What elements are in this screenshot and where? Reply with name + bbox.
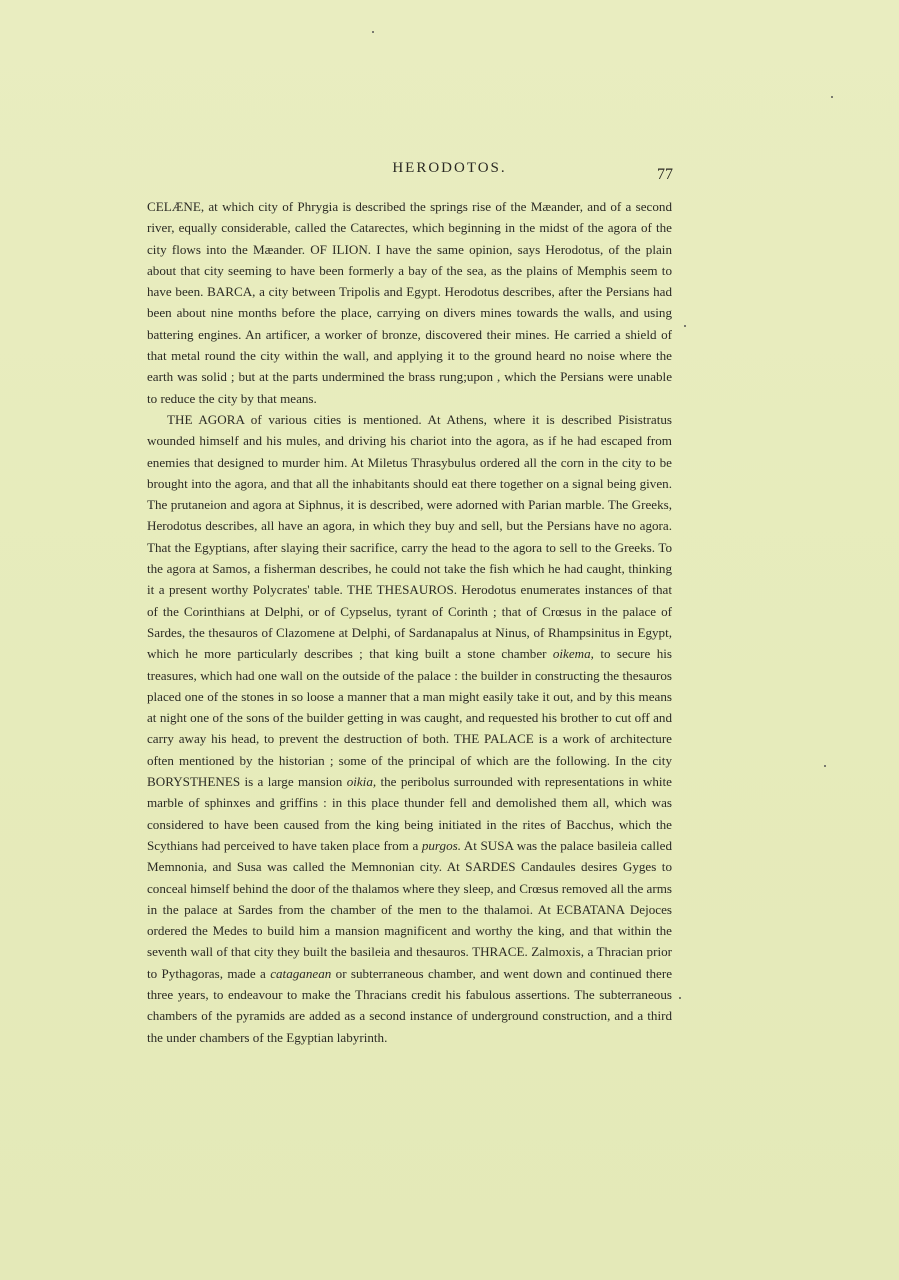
paper-speck	[684, 325, 686, 327]
italic-term: cataganean	[270, 965, 332, 981]
italic-term: oikema,	[552, 646, 594, 662]
italic-term: purgos.	[421, 837, 461, 853]
running-head: HERODOTOS.	[392, 160, 507, 176]
page-number: 77	[657, 166, 673, 183]
paragraph	[147, 196, 672, 409]
text-run: the peribolus surrounded with representations in white marble of sphinxes and griffins : in this place thunder fell and demolished them all, which was considered to have been caused from the king being initiated in the rites of Bacchus, which the Scythians had perceived to have taken place from a	[147, 774, 672, 853]
text-run: to secure his treasures, which had one wall on the outside of the palace : the builder in constructing the thesauros placed one of the stones in so loose a manner that a man might easily take it out, and by this means at night one of the sons of the builder getting in was caught, and requested his brother to cut off and carry away his head, to prevent the destruction of both. THE PALACE is a work of architecture often mentioned by the historian ; some of the principal of which are the following. In the city BORYSTHENES is a large mansion	[147, 646, 672, 790]
paper-speck	[372, 31, 374, 33]
text-run: At SUSA was the palace basileia called Memnonia, and Susa was called the Memnonian city. At SARDES Candaules desires Gyges to conceal himself behind the door of the thalamos where they sleep, and Crœsus removed all the arms in the palace at Sardes from the chamber of the men to the thalamoi. At ECBATANA Dejoces ordered the Medes to build him a mansion magnificent and worthy the king, and that within the seventh wall of that city they built the basileia and thesauros. THRACE. Zalmoxis, a Thracian prior to Pythagoras, made a	[147, 837, 673, 981]
paper-speck	[679, 997, 681, 999]
paper-speck	[824, 765, 826, 767]
italic-term: oikia,	[346, 774, 377, 790]
body-text	[147, 196, 672, 1048]
text-run: CELÆNE, at which city of Phrygia is described the springs rise of the Mæander, and of a second river, equally considerable, called the Catarectes, which beginning in the midst of the agora of the city flows into the Mæander. OF ILION. I have the same opinion, says Herodotus, of the plain about that city seeming to have been formerly a bay of the sea, as the plains of Memphis seem to have been. BARCA, a city between Tripolis and Egypt. Herodotus describes, after the Persians had been about nine months before the place, carrying on divers mines towards the walls, and using battering engines. An artificer, a worker of bronze, discovered their mines. He carried a shield of that metal round the city within the wall, and applying it to the ground heard no noise where the earth was solid ; but at the parts undermined the brass rung;upon , which the Persians were unable to reduce the city by that means.	[147, 199, 672, 406]
text-run: or subterraneous chamber, and went down and continued there three years, to endeavour to make the Thracians credit his fabulous assertions. The subterraneous chambers of the pyramids are added as a second instance of underground construction, and a third the under chambers of the Egyptian labyrinth.	[147, 965, 673, 1045]
text-run: THE AGORA of various cities is mentioned. At Athens, where it is described Pisistratus wounded himself and his mules, and driving his chariot into the agora, as if he had escaped from enemies that designed to murder him. At Miletus Thrasybulus ordered all the corn in the city to be brought into the agora, and that all the inhabitants should eat there together on a signal being given. The prutaneion and agora at Siphnus, it is described, were adorned with Parian marble. The Greeks, Herodotus describes, all have an agora, in which they buy and sell, but the Persians have no agora. That the Egyptians, after slaying their sacrifice, carry the head to the agora to sell to the Greeks. To the agora at Samos, a fisherman describes, he could not take the fish which he had caught, thinking it a present worthy Polycrates' table. THE THESAUROS. Herodotus enumerates instances of that of the Corinthians at Delphi, or of Cypselus, tyrant of Corinth ; that of Crœsus in the palace of Sardes, the thesauros of Clazomene at Delphi, of Sardanapalus at Ninus, of Rhampsinitus in Egypt, which he more particularly describes ; that king built a stone chamber	[147, 411, 672, 662]
paper-speck	[831, 96, 833, 98]
paragraph	[147, 409, 672, 1048]
